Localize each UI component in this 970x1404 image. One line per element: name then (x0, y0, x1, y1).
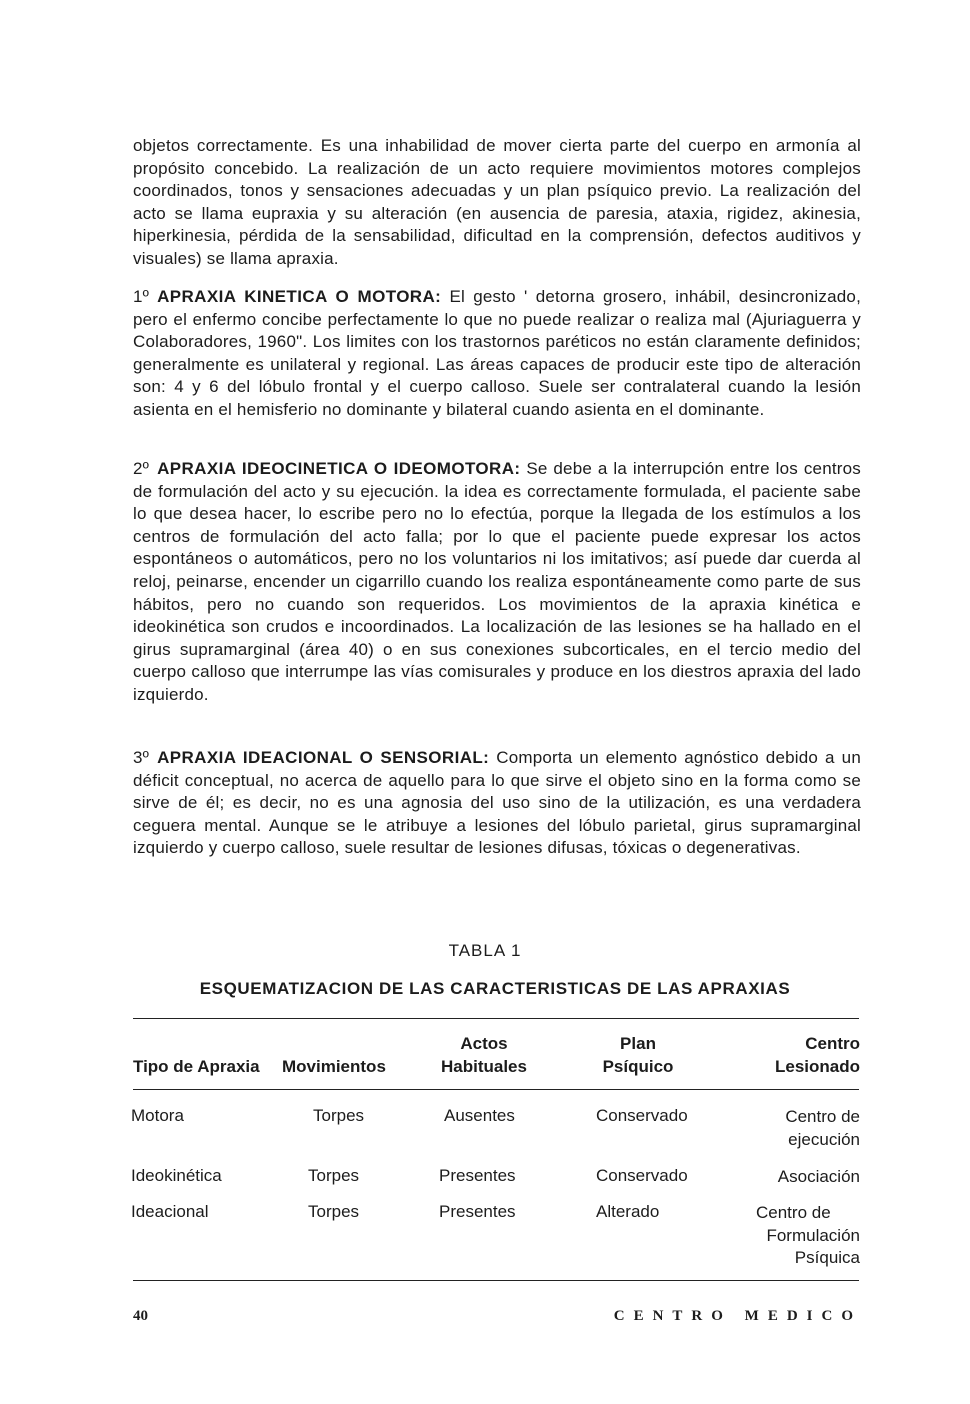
page-number: 40 (133, 1308, 148, 1324)
cell-centro (740, 1106, 860, 1151)
section-heading: APRAXIA IDEACIONAL O SENSORIAL: (157, 748, 490, 767)
paragraph-apraxia-ideacional (133, 747, 861, 860)
paragraph-apraxia-ideomotora (133, 458, 861, 707)
cell-centro (740, 1166, 860, 1189)
section-text: Se debe a la interrupción entre los centros de formulación del acto y su ejecución. la idea es correctamente formulada, el paciente sabe lo que desea hacer, lo escribe pero no lo efectúa, porque la llegada de los estímulos a los centros de formulación del acto falla; por lo que el paciente puede expresar los actos espontáneos o automáticos, pero no los voluntarios ni los imitativos; así puede dar cuerda al reloj, peinarse, encender un cigarrillo cuando los realiza espontáneamente como parte de sus hábitos, pero no cuando son requeridos. Los movimientos de la apraxia kinética e ideokinética son crudos e incoordinados. La localización de las lesiones se ha hallado en el girus supramarginal (área 40) o en sus conexiones subcorticales, en el tercio medio del cuerpo calloso que interrumpe las vías comisurales y produce en los diestros apraxia del lado izquierdo. (133, 459, 861, 704)
header-movimientos: Movimientos (282, 1057, 386, 1076)
cell-centro-line1: Centro de (756, 1203, 831, 1222)
table-title: ESQUEMATIZACION DE LAS CARACTERISTICAS DE LAS APRAXIAS (199, 979, 791, 998)
cell-movimientos: Torpes (308, 1166, 360, 1185)
header-actos-line2: Habituales (441, 1056, 527, 1076)
cell-actos: Ausentes (444, 1106, 515, 1125)
cell-centro-line3: Psíquica (794, 1248, 860, 1268)
header-actos-line1: Actos (460, 1034, 508, 1053)
cell-plan: Conservado (596, 1106, 688, 1125)
cell-actos: Presentes (439, 1166, 516, 1185)
header-actos (430, 1033, 538, 1078)
item-number: 1º (133, 287, 150, 306)
paragraph-apraxia-motora (133, 286, 861, 422)
item-number: 3º (133, 748, 150, 767)
header-centro-line2: Lesionado (774, 1056, 860, 1076)
paragraph-intro (133, 135, 861, 271)
table-label: TABLA 1 (448, 941, 522, 960)
cell-centro (740, 1202, 860, 1270)
header-centro (740, 1033, 860, 1078)
cell-centro-line1: Centro de (785, 1107, 860, 1126)
header-plan-line2: Psíquico (602, 1056, 674, 1076)
section-text: El gesto ' detorna grosero, inhábil, desincronizado, pero el enfermo concibe perfectamente lo que no puede realizar o realiza mal (Ajuriaguerra y Colaboradores, 1960". Los limites con los trastornos paréticos no están claramente definidos; generalmente es unilateral y regional. Las áreas capaces de producir este tipo de alteración son: 4 y 6 del lóbulo frontal y el cuerpo calloso. Suele ser contralateral cuando la lesión asienta en el hemisferio no dominante y bilateral cuando asienta en el dominante. (133, 287, 861, 419)
cell-tipo: Ideacional (131, 1202, 209, 1221)
table-top-rule (133, 1018, 859, 1019)
cell-centro-line2: ejecución (788, 1129, 860, 1149)
paragraph-intro-text: objetos correctamente. Es una inhabilidad de mover cierta parte del cuerpo en armonía al propósito concebido. La realización de un acto requiere movimientos motores complejos coordinados, tonos y sensaciones adecuadas y un plan psíquico previo. La realización del acto se llama eupraxia y su alteración (en ausencia de paresia, ataxia, rigidez, akinesia, hiperkinesia, pérdida de la sensabilidad, dificultad en la comprensión, defectos auditivos y visuales) se llama apraxia. (133, 136, 861, 268)
cell-actos: Presentes (439, 1202, 516, 1221)
cell-movimientos: Torpes (308, 1202, 360, 1221)
cell-plan: Conservado (596, 1166, 688, 1185)
cell-centro-line2: Formulación (766, 1225, 860, 1245)
header-centro-line1: Centro (805, 1034, 860, 1053)
section-text: Comporta un elemento agnóstico debido a un déficit conceptual, no acerca de aquello para lo que sirve el objeto sino en la forma como se sirve de él; es decir, no es una agnosia del uso sino de la utilización, es una verdadera ceguera mental. Aunque se le atribuye a lesiones del lóbulo parietal, girus supramarginal izquierdo y cuerpo calloso, suele resultar de lesiones difusas, tóxicas o degenerativas. (133, 748, 861, 858)
cell-movimientos: Torpes (313, 1106, 365, 1125)
cell-plan: Alterado (596, 1202, 660, 1221)
table-header-rule (133, 1089, 859, 1090)
header-plan-line1: Plan (620, 1034, 656, 1053)
header-plan (586, 1033, 690, 1078)
journal-name: CENTRO MEDICO (613, 1308, 862, 1324)
cell-centro-line1: Asociación (777, 1167, 860, 1186)
cell-tipo: Ideokinética (131, 1166, 222, 1185)
header-tipo: Tipo de Apraxia (133, 1057, 260, 1076)
section-heading: APRAXIA IDEOCINETICA O IDEOMOTORA: (157, 459, 521, 478)
section-heading: APRAXIA KINETICA O MOTORA: (157, 287, 442, 306)
item-number: 2º (133, 459, 150, 478)
cell-tipo: Motora (131, 1106, 184, 1125)
table-bottom-rule (133, 1280, 859, 1281)
